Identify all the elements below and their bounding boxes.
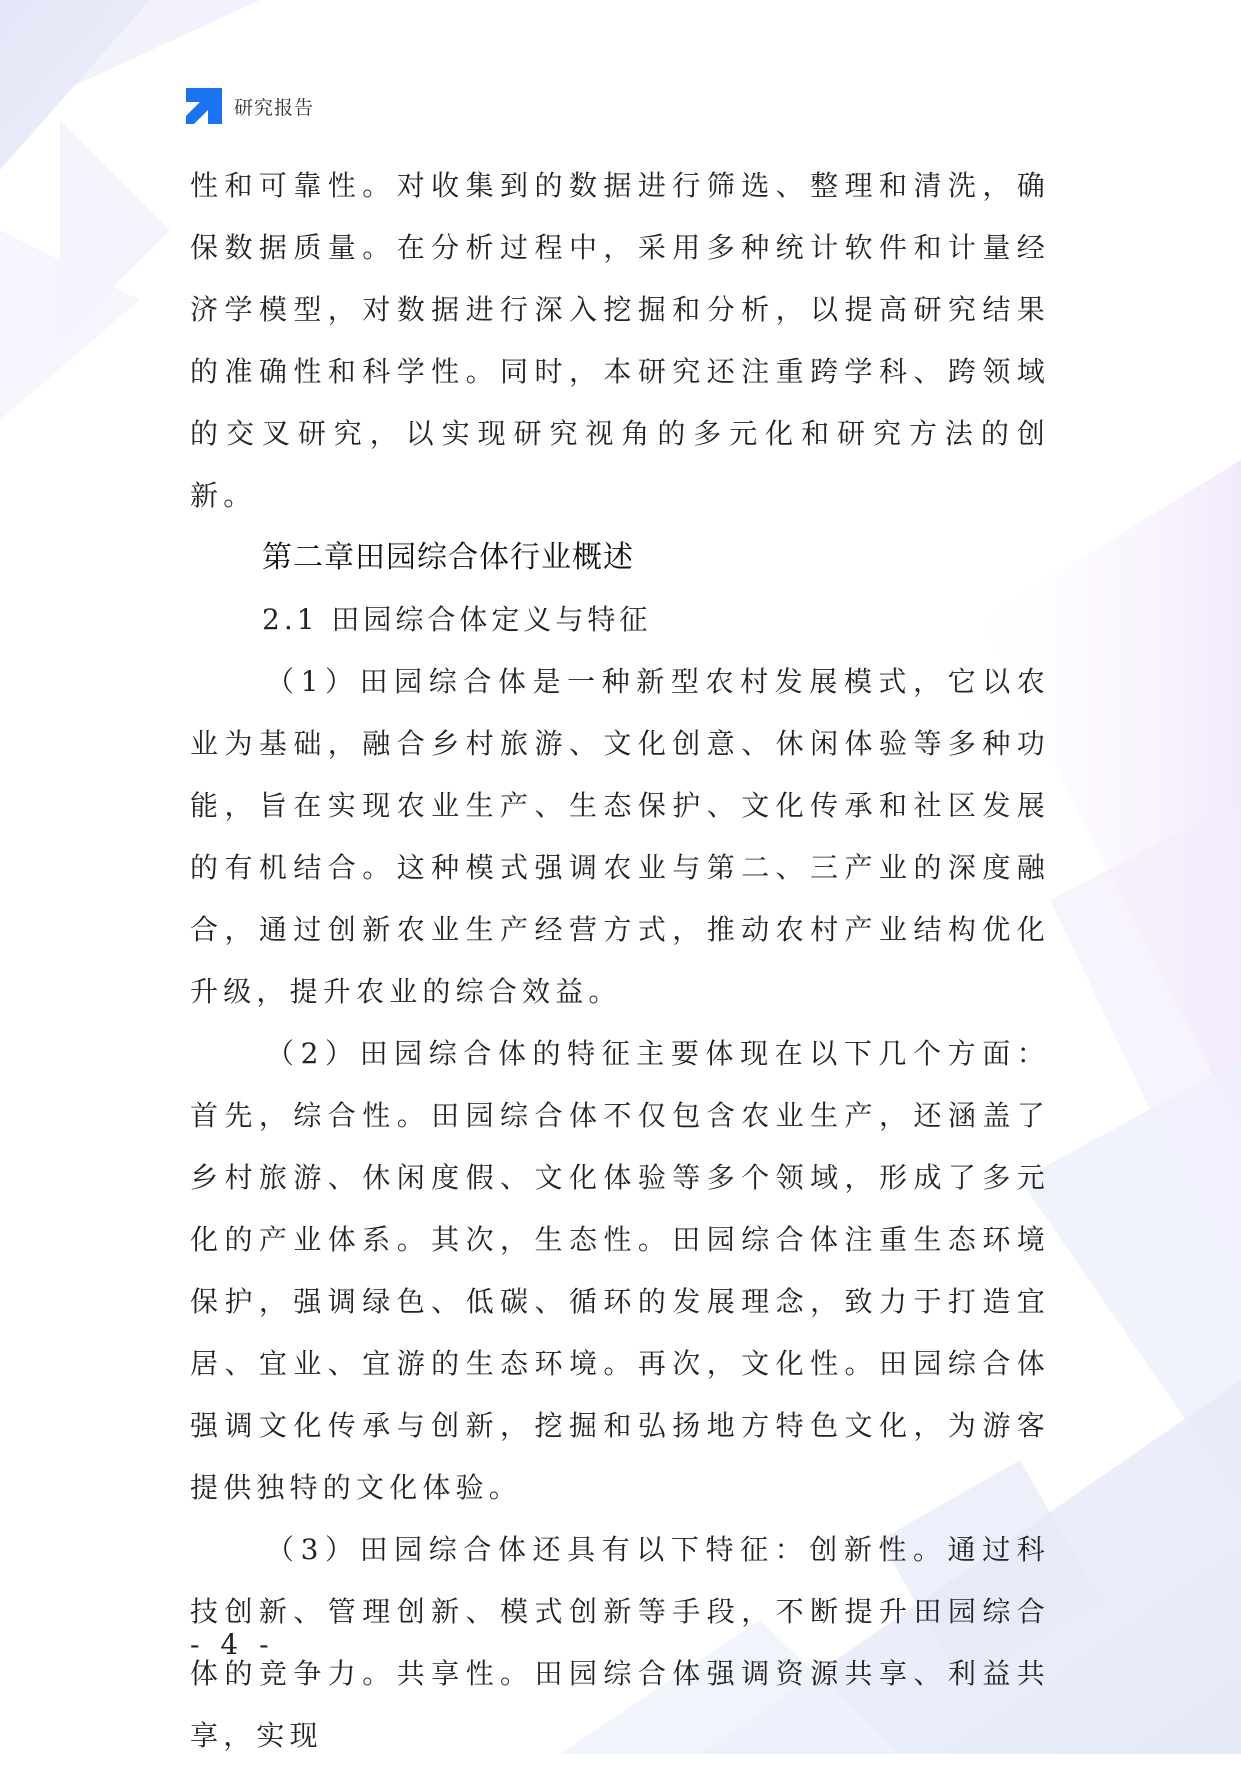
header-title: 研究报告 xyxy=(234,96,315,119)
paragraph-intro-continuation: 性和可靠性。对收集到的数据进行筛选、整理和清洗，确保数据质量。在分析过程中，采用多种统计软件和计量经济学模型，对数据进行深入挖掘和分析，以提高研究结果的准确性和科学性。同时，本研究还注重跨学科、跨领域的交叉研究，以实现研究视角的多元化和研究方法的创新。 xyxy=(190,169,1050,512)
page-number: - 4 - xyxy=(190,1628,275,1661)
arrow-up-right-icon xyxy=(186,88,222,124)
document-body xyxy=(190,155,1050,1767)
report-header xyxy=(186,88,314,124)
chapter-title: 第二章田园综合体行业概述 xyxy=(262,540,634,575)
paragraph-more-characteristics: （3）田园综合体还具有以下特征：创新性。通过科技创新、管理创新、模式创新等手段，不断提升田园综合体的竞争力。共享性。田园综合体强调资源共享、利益共享，实现 xyxy=(190,1533,1050,1752)
paragraph-definition: （1）田园综合体是一种新型农村发展模式，它以农业为基础，融合乡村旅游、文化创意、休闲体验等多种功能，旨在实现农业生产、生态保护、文化传承和社区发展的有机结合。这种模式强调农业与第二、三产业的深度融合，通过创新农业生产经营方式，推动农村产业结构优化升级，提升农业的综合效益。 xyxy=(190,665,1050,1008)
paragraph-characteristics: （2）田园综合体的特征主要体现在以下几个方面：首先，综合性。田园综合体不仅包含农业生产，还涵盖了乡村旅游、休闲度假、文化体验等多个领域，形成了多元化的产业体系。其次，生态性。田园综合体注重生态环境保护，强调绿色、低碳、循环的发展理念，致力于打造宜居、宜业、宜游的生态环境。再次，文化性。田园综合体强调文化传承与创新，挖掘和弘扬地方特色文化，为游客提供独特的文化体验。 xyxy=(190,1037,1050,1504)
section-title: 2.1 田园综合体定义与特征 xyxy=(262,603,652,636)
